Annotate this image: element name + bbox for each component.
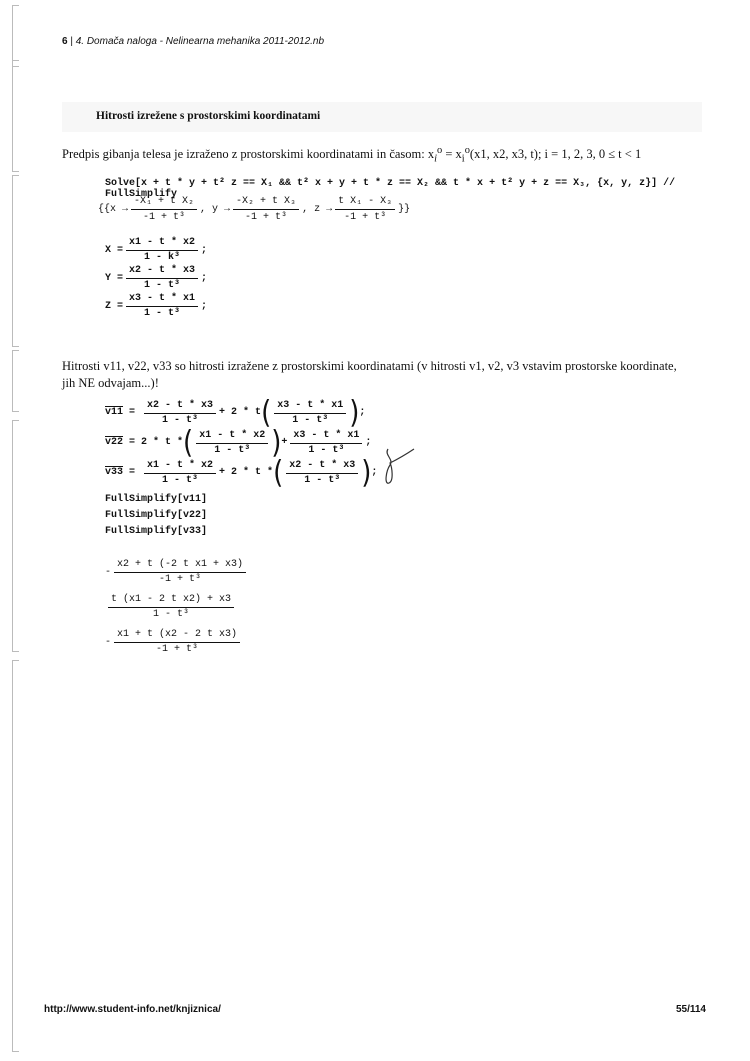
def-y: Y = $\frac{x2 - t * x3}{\text{1 - t³}}$ ; [105, 265, 208, 291]
solve-output: {{x → $\frac{\text{-X₁ + t X₂}}{\text{-1 + t³}}$ , y → $\frac{\text{-X₂ + t X₃}}{\text{-1 + t³}}$ , z → $\frac{\text{t X₁ - X₃}}{\text{-1 + t³}}$ }} [98, 196, 411, 223]
result-1: - $\frac{\text{x2 + t (-2 t x1 + x3)}}{\text{-1 + t³}}$ [105, 560, 249, 585]
result-2: $\frac{\text{t (x1 - 2 t x2) + x3}}{\text{1 - t³}}$ [105, 595, 249, 620]
cell-bracket [12, 350, 19, 412]
intro-text: Predpis gibanja telesa je izraženo z prostorskimi koordinatami in časom: $x_i^o = x_i^o(x1$, x2, x3, t); i = 1, 2, 3, 0 ≤ t < 1 [62, 145, 642, 165]
simplify-results [105, 560, 249, 655]
cell-bracket [12, 60, 19, 172]
cell-bracket [12, 420, 19, 652]
solve-input: Solve[x + t * y + t² z == X₁ && t² x + y + t * z == X₂ && t * x + t² y + z == X₃, {x, y, z}] // FullSimplify [105, 178, 676, 200]
vel-v33: v33 = $\frac{x1 - t * x2}{\text{1 - t³}}$ + 2 * t * ( $\frac{x2 - t * x3}{\text{1 - t³}}$ ) ; [105, 455, 378, 491]
definitions [105, 238, 207, 319]
velocity-definitions [105, 395, 378, 540]
def-x: X = $\frac{x1 - t * x2}{\text{1 - k³}}$ ; [105, 237, 208, 263]
footer-page-number: 55/114 [675, 1004, 706, 1015]
velocity-paragraph: Hitrosti v11, v22, v33 so hitrosti izražene z prostorskimi koordinatami (v hitrosti v1, v2, v3 vstavim prostorske koordinate, jih NE odvajam...)! [62, 359, 677, 390]
fullsimplify-v11: FullSimplify[v11] [105, 494, 208, 505]
page-header: 6 | 4. Domača naloga - Nelinearna mehanika 2011-2012.nb [62, 36, 325, 47]
cell-bracket [12, 5, 19, 67]
def-z: Z = $\frac{x3 - t * x1}{\text{1 - t³}}$ ; [105, 293, 208, 319]
result-3: - $\frac{\text{x1 + t (x2 - 2 t x3)}}{\text{-1 + t³}}$ [105, 630, 249, 655]
vel-v22: v22 = 2 * t * ( $\frac{x1 - t * x2}{\text{1 - t³}}$ ) + $\frac{x3 - t * x1}{\text{1 - t³}}$ ; [105, 425, 372, 461]
footer-url[interactable]: http://www.student-info.net/knjiznica/ [44, 1004, 221, 1015]
cell-bracket [12, 175, 19, 347]
handwritten-signature [380, 445, 420, 490]
section-heading: Hitrosti izrežene s prostorskimi koordinatami [62, 102, 702, 132]
fullsimplify-v22: FullSimplify[v22] [105, 510, 208, 521]
cell-bracket [12, 660, 19, 1052]
fullsimplify-v33: FullSimplify[v33] [105, 526, 208, 537]
vel-v11: v11 = $\frac{x2 - t * x3}{\text{1 - t³}}$ + 2 * t ( $\frac{x3 - t * x1}{\text{1 - t³}}$ ) ; [105, 395, 366, 431]
